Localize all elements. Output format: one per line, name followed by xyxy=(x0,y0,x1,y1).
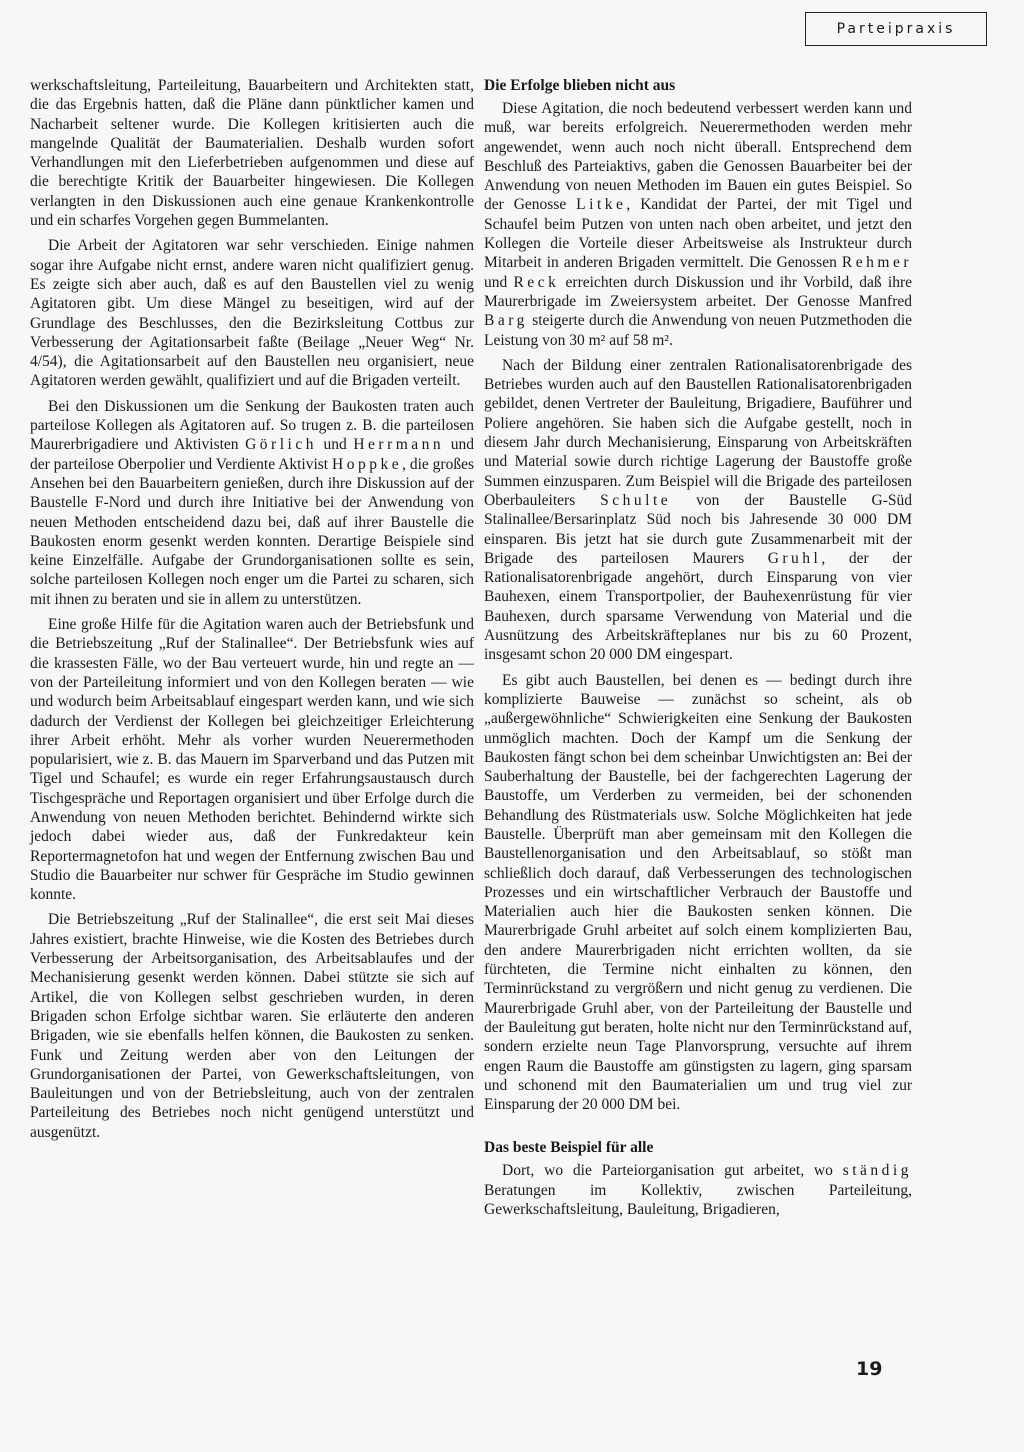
text-run: Nach der Bildung einer zentralen Rationalisatorenbrigade des Betriebes wurden auch auf den Baustellen Rationalisatorenbrigaden gebildet, denen Vertreter der Bauleitung, Brigadiere, Bauführer und Poliere angehören. Sie haben sich die Aufgabe gestellt, noch in diesem Jahr durch Mechanisierung, Einsparung von Arbeitskräften und Material sowie durch richtige Lagerung der Baustoffe große Summen einzusparen. Zum Beispiel will die Brigade des parteilosen Oberbauleiters xyxy=(484,356,912,509)
paragraph xyxy=(484,356,912,665)
text-run: Dort, wo die Parteiorganisation gut arbeitet, wo xyxy=(502,1162,843,1180)
person-name: Barg xyxy=(484,312,528,330)
text-run: Beratungen im Kollektiv, zwischen Parteileitung, Gewerkschaftsleitung, Bauleitung, Brigadieren, xyxy=(484,1181,912,1219)
text-run: steigerte durch die Anwendung von neuen Putzmethoden die Leistung von 30 m² auf 58 m². xyxy=(484,312,912,349)
text-run: , der der Rationalisatorenbrigade angehört, durch Einsparung von vier Bauhexen, einem Transportpolier, der Bauhexenrüstung für vier Bauhexen, durch sparsame Verwendung von Material und die Ausnützung des Arbeitskräfteplanes nur bis zu 60 Prozent, insgesamt schon 20 000 DM eingespart. xyxy=(484,549,912,664)
person-name: Gruhl xyxy=(767,549,822,567)
right-column xyxy=(484,76,912,1225)
paragraph: Es gibt auch Baustellen, bei denen es — bedingt durch ihre komplizierte Bauweise — zunächst so scheint, als ob „außergewöhnliche“ Schwierigkeiten eine Senkung der Baukosten unmöglich machten. Doch der Kampf um die Senkung der Baukosten fängt schon bei dem scheinbar Unwichtigsten an: Bei der Sauberhaltung der Baustelle, bei der fachgerechten Lagerung der Baustoffe, um Verderben zu vermeiden, bei der schonenden Behandlung des Rüstmaterials usw. Solche Möglichkeiten hat jede Baustelle. Überprüft man aber gemeinsam mit den Kollegen die Baustellenorganisation und den Arbeitsablauf, so stößt man schließlich doch darauf, daß Verbesserungen des technologischen Prozesses und ein wirtschaftlicher Verbrauch der Baustoffe und Materialien auch hier die Baukosten senken können. Die Maurerbrigade Gruhl arbeitet auf solch einem komplizierten Bau, den andere Maurerbrigaden nicht errichten wollten, da sie fürchteten, die Termine nicht einhalten zu können, den Terminrückstand zu vergrößern und nicht genug zu verdienen. Die Maurerbrigade Gruhl aber, von der Parteileitung der Baustelle und der Bauleitung gut beraten, holte nicht nur den Terminrückstand auf, sondern erzielte neun Tage Planvorsprung, versuchte auf ihrem engen Raum die Baustoffe am günstigsten zu lagern, ging sparsam und schonend mit den Baumaterialien um und trug viel zur Einsparung der 20 000 DM bei. xyxy=(484,671,912,1114)
paragraph xyxy=(484,1161,912,1219)
paragraph: Eine große Hilfe für die Agitation waren auch der Betriebsfunk und die Betriebszeitung „Ruf der Stalinallee“. Der Betriebsfunk wies auf die krassesten Fälle, wo der Bau verteuert wurde, hin und regte an — von der Parteileitung informiert und von den Kollegen beraten — wie und wodurch beim Arbeitsablauf eingespart werden kann, und wie sich dadurch der Verdienst der Kollegen bei gleichzeitiger Erleichterung ihrer Arbeit erhöht. Mehr als vorher wurden Neuerermethoden popularisiert, wie z. B. das Mauern im Sparverband und das Putzen mit Tigel und Schaufel; es wurde ein reger Erfahrungsaustausch durch Tischgespräche und Reportagen organisiert und über Erfolge durch die Anwendung von neuen Methoden berichtet. Behindernd wirkte sich jedoch dabei wieder aus, daß der Funkredakteur kein Reportermagnetofon hat und wegen der Entfernung zwischen Bau und Studio die Bauarbeiter nur schwer für Gespräche im Studio gewinnen konnte. xyxy=(30,616,474,904)
person-name: Görlich xyxy=(245,436,317,454)
person-name: Litke xyxy=(576,196,627,214)
text-run: und der parteilose Oberpolier und Verdiente Aktivist xyxy=(30,436,474,473)
paragraph xyxy=(484,99,912,350)
text-run: von der Baustelle G-Süd Stalinallee/Bersarinplatz Süd noch bis Jahresende 30 000 DM einsparen. Bis jetzt hat sie durch gute Zusammenarbeit mit der Brigade des parteilosen Maurers xyxy=(484,491,912,567)
paragraph xyxy=(30,397,474,609)
text-run: und xyxy=(484,273,514,291)
person-name: Reck xyxy=(513,273,560,291)
person-name: Hoppke xyxy=(332,455,403,473)
section-header: Parteipraxis xyxy=(805,12,987,46)
page-number: 19 xyxy=(856,1358,883,1380)
left-column xyxy=(30,76,474,1148)
text-run: Diese Agitation, die noch bedeutend verbessert werden kann und muß, war bereits erfolgreich. Neuerermethoden werden mehr angewendet, wenn auch noch nicht überall. Entsprechend dem Beschluß des Parteiaktivs, gaben die Genossen Bauarbeiter bei der Anwendung von neuen Methoden im Bauen ein gutes Beispiel. So der Genosse xyxy=(484,100,912,214)
text-run: erreichten durch Diskussion und ihr Vorbild, daß ihre Maurerbrigade im Zweiersystem arbeitet. Der Genosse Manfred xyxy=(484,273,912,310)
text-run: , Kandidat der Partei, der mit Tigel und Schaufel beim Putzen von unten nach oben arbeitet, und jetzt den Kollegen die Vorteile dieser Arbeitsweise als Instrukteur durch Mitarbeit in anderen Brigaden vermittelt. Die Genossen xyxy=(484,196,912,272)
section-heading: Die Erfolge blieben nicht aus xyxy=(484,77,676,94)
person-name: Rehmer xyxy=(841,254,912,272)
text-run: und xyxy=(316,436,354,454)
emphasized-word: ständig xyxy=(842,1162,912,1180)
section-heading: Das beste Beispiel für alle xyxy=(484,1139,654,1157)
paragraph: Die Betriebszeitung „Ruf der Stalinallee“, die erst seit Mai dieses Jahres existiert, brachte Hinweise, wie die Kosten des Betriebes durch Verbesserung der Arbeitsorganisation, des Arbeitsablaufes und der Mechanisierung gesenkt werden können. Dabei stützte sie sich auf Artikel, die von Kollegen selbst geschrieben wurden, in deren Brigaden schon Erfolge sichtbar waren. Sie erläuterte den anderen Brigaden, wie sie ebenfalls helfen können, die Baukosten zu senken. Funk und Zeitung werden aber von den Leitungen der Grundorganisationen der Partei, von Gewerkschaftsleitungen, von Bauleitungen und von der Betriebsleitung, auch von der zentralen Parteileitung des Betriebes noch nicht genügend unterstützt und ausgenützt. xyxy=(30,911,474,1141)
text-run: , die großes Ansehen bei den Bauarbeitern genießen, durch ihre Diskussion auf der Baustelle F-Nord und durch ihre Initiative bei der Anwendung von neuen Methoden entscheidend dazu bei, daß auf ihrer Baustelle die Baukosten enorm gesenkt werden konnten. Derartige Beispiele sind keine Einzelfälle. Aufgabe der Grundorganisationen sollte es sein, solche parteilosen Kollegen noch enger um die Partei zu scharen, sich mit ihnen zu beraten und sie in allem zu unterstützen. xyxy=(30,455,474,608)
paragraph: Die Arbeit der Agitatoren war sehr verschieden. Einige nahmen sogar ihre Aufgabe nicht ernst, andere waren nicht qualifiziert genug. Es zeigte sich aber auch, daß es auf den Baustellen viel zu wenig Agitatoren gibt. Um diese Mängel zu beseitigen, wird auf der Grundlage des Beschlusses, den die Bezirksleitung Cottbus zur Verbesserung der Agitationsarbeit faßte (Beilage „Neuer Weg“ Nr. 4/54), die Agitationsarbeit auf den Baustellen neu organisiert, neue Agitatoren werden gewählt, qualifiziert und auf die Brigaden verteilt. xyxy=(30,237,474,390)
paragraph: werkschaftsleitung, Parteileitung, Bauarbeitern und Architekten statt, die das Ergebnis hatten, daß die Pläne dann pünktlicher kamen und Nacharbeit seltener wurde. Die Kollegen kritisierten auch die mangelnde Qualität der Baumaterialien. Deshalb wurden sofort Verhandlungen mit den Lieferbetrieben aufgenommen und diese auf die berechtigte Kritik der Bauarbeiter hingewiesen. Die Kollegen verlangten in den Diskussionen auch eine genaue Krankenkontrolle und ein scharfes Vorgehen gegen Bummelanten. xyxy=(30,77,474,230)
person-name: Schulte xyxy=(600,491,672,509)
text-run: Bei den Diskussionen um die Senkung der Baukosten traten auch parteilose Kollegen als Agitatoren auf. So trugen z. B. die parteilosen Maurerbrigadiere und Aktivisten xyxy=(30,397,474,454)
person-name: Herrmann xyxy=(353,436,445,454)
